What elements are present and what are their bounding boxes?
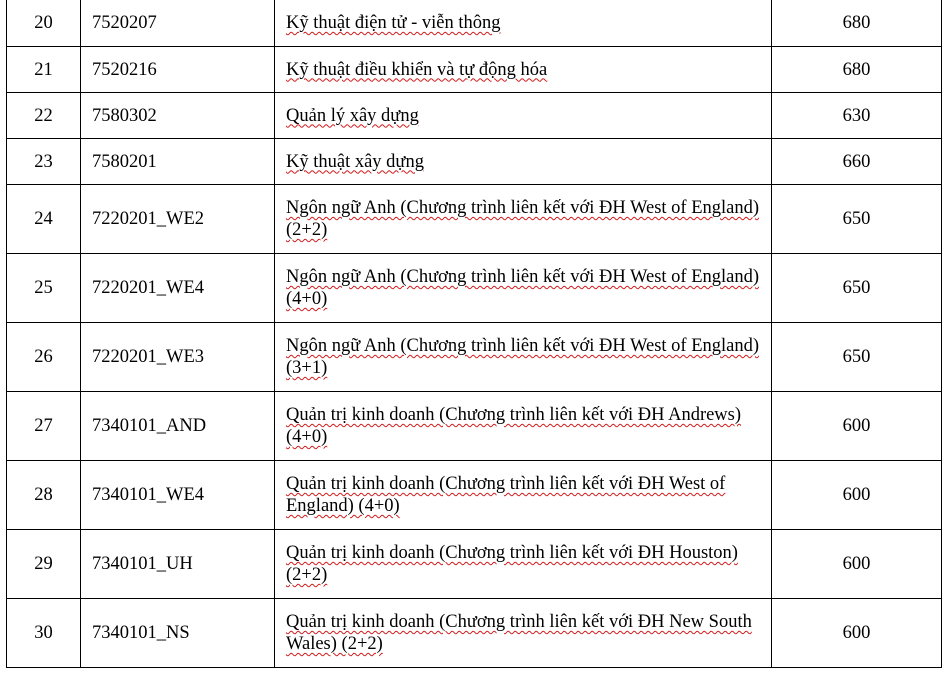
row-number: 28 <box>7 461 81 530</box>
table-row <box>7 139 942 185</box>
program-name-text: Kỹ thuật xây dựng <box>286 151 424 172</box>
program-name-text: Quản trị kinh doanh (Chương trình liên kết với ĐH Houston) (2+2) <box>286 543 738 585</box>
program-name <box>275 0 772 47</box>
program-name <box>275 599 772 668</box>
row-number: 22 <box>7 93 81 139</box>
row-number: 30 <box>7 599 81 668</box>
admissions-table <box>6 0 942 668</box>
program-score: 630 <box>772 93 942 139</box>
program-code: 7220201_WE3 <box>81 323 275 392</box>
program-score: 680 <box>772 0 942 47</box>
program-score: 650 <box>772 323 942 392</box>
program-name <box>275 323 772 392</box>
table-row <box>7 47 942 93</box>
table-row <box>7 461 942 530</box>
program-score: 600 <box>772 599 942 668</box>
table-row <box>7 0 942 47</box>
row-number: 20 <box>7 0 81 47</box>
program-name-text: Quản lý xây dựng <box>286 105 419 126</box>
table-row <box>7 254 942 323</box>
program-name <box>275 530 772 599</box>
program-code: 7520216 <box>81 47 275 93</box>
program-name-text: Kỹ thuật điện tử - viễn thông <box>286 13 501 33</box>
program-code: 7340101_UH <box>81 530 275 599</box>
program-code: 7580302 <box>81 93 275 139</box>
table-row <box>7 530 942 599</box>
program-name <box>275 93 772 139</box>
table-row <box>7 599 942 668</box>
program-score: 600 <box>772 461 942 530</box>
program-name <box>275 185 772 254</box>
program-code: 7340101_NS <box>81 599 275 668</box>
program-name <box>275 392 772 461</box>
program-score: 650 <box>772 254 942 323</box>
program-name <box>275 254 772 323</box>
program-code: 7520207 <box>81 0 275 47</box>
table-row <box>7 323 942 392</box>
program-code: 7580201 <box>81 139 275 185</box>
program-name-text: Quản trị kinh doanh (Chương trình liên kết với ĐH West of England) (4+0) <box>286 474 726 516</box>
row-number: 23 <box>7 139 81 185</box>
row-number: 25 <box>7 254 81 323</box>
table-row <box>7 185 942 254</box>
program-score: 600 <box>772 530 942 599</box>
program-score: 660 <box>772 139 942 185</box>
program-code: 7340101_WE4 <box>81 461 275 530</box>
row-number: 26 <box>7 323 81 392</box>
program-name <box>275 139 772 185</box>
program-score: 600 <box>772 392 942 461</box>
program-name-text: Ngôn ngữ Anh (Chương trình liên kết với ĐH West of England) (4+0) <box>286 267 760 309</box>
program-name-text: Kỹ thuật điều khiển và tự động hóa <box>286 59 548 80</box>
row-number: 21 <box>7 47 81 93</box>
program-name <box>275 47 772 93</box>
table-body <box>7 0 942 668</box>
table-row <box>7 93 942 139</box>
program-name <box>275 461 772 530</box>
row-number: 29 <box>7 530 81 599</box>
table-row <box>7 392 942 461</box>
program-name-text: Ngôn ngữ Anh (Chương trình liên kết với ĐH West of England) (2+2) <box>286 198 760 240</box>
program-name-text: Quản trị kinh doanh (Chương trình liên kết với ĐH Andrews) (4+0) <box>286 405 742 447</box>
row-number: 24 <box>7 185 81 254</box>
program-code: 7220201_WE2 <box>81 185 275 254</box>
program-score: 650 <box>772 185 942 254</box>
program-name-text: Quản trị kinh doanh (Chương trình liên kết với ĐH New South Wales) (2+2) <box>286 612 752 654</box>
program-name-text: Ngôn ngữ Anh (Chương trình liên kết với ĐH West of England) (3+1) <box>286 336 760 378</box>
program-code: 7340101_AND <box>81 392 275 461</box>
program-score: 680 <box>772 47 942 93</box>
row-number: 27 <box>7 392 81 461</box>
program-code: 7220201_WE4 <box>81 254 275 323</box>
